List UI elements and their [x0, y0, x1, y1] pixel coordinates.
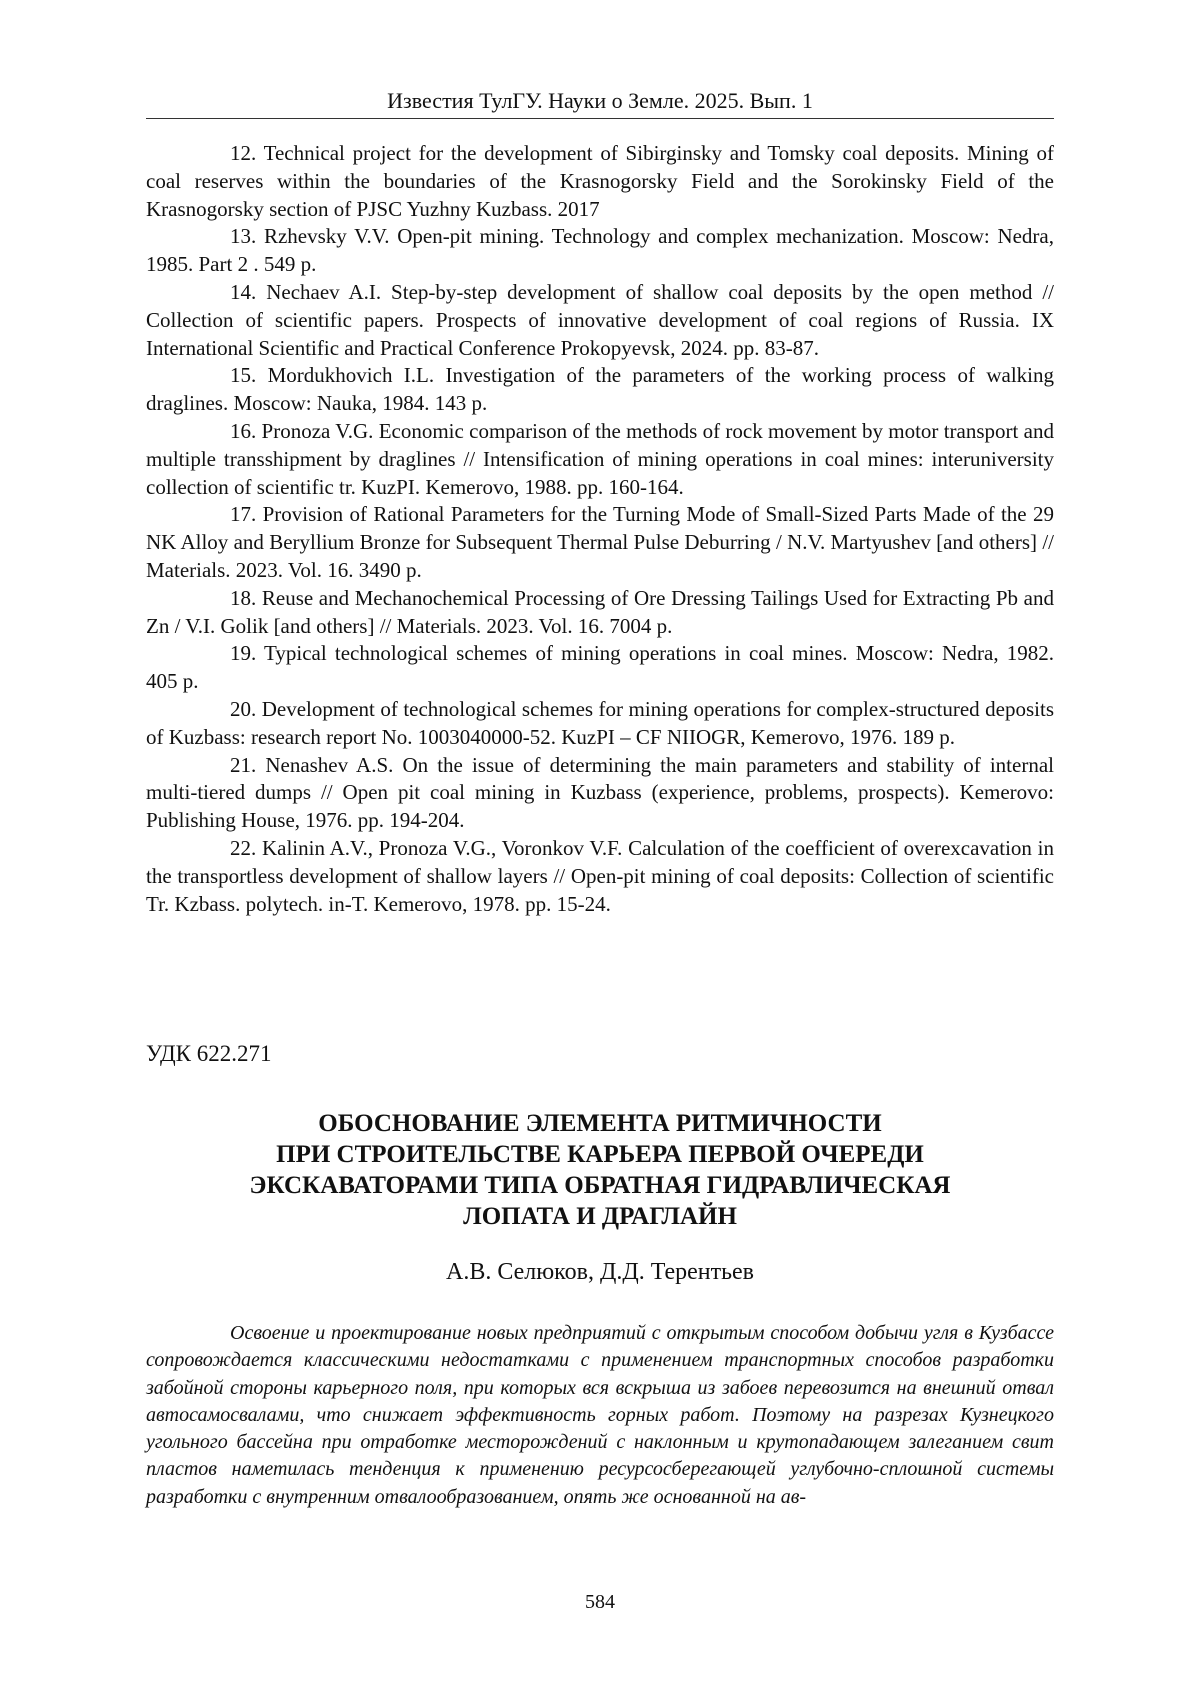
reference-item: 13. Rzhevsky V.V. Open-pit mining. Technology and complex mechanization. Moscow: Nedra, 1985. Part 2 . 549 p.	[146, 224, 1054, 277]
authors: А.В. Селюков, Д.Д. Терентьев	[445, 1259, 755, 1285]
reference-item: 15. Mordukhovich I.L. Investigation of the parameters of the working process of walking draglines. Moscow: Nauka, 1984. 143 p.	[146, 363, 1054, 416]
abstract: Освоение и проектирование новых предприятий с открытым способом добычи угля в Кузбассе сопровождается классическими недостатками с применением транспортных способов разработки забойной стороны карьерного поля, при которых вся вскрыша из забоев перевозится на внешний отвал автосамосвалами, что снижает эффективность горных работ. Поэтому на разрезах Кузнецкого угольного бассейна при отработке месторождений с наклонным и крутопадающем залеганием свит пластов наметилась тенденция к применению ресурсосберегающей углубочно-сплошной системы разработки с внутренним отвалообразованием, опять же основанной на ав-	[146, 1322, 1054, 1508]
reference-list	[146, 140, 1054, 918]
reference-item: 22. Kalinin A.V., Pronoza V.G., Voronkov V.F. Calculation of the coefficient of overexcavation in the transportless development of shallow layers // Open-pit mining of coal deposits: Collection of scientific Tr. Kzbass. polytech. in-T. Kemerovo, 1978. pp. 15-24.	[146, 835, 1054, 916]
reference-item: 12. Technical project for the development of Sibirginsky and Tomsky coal deposits. Mining of coal reserves within the boundaries of the Krasnogorsky Field and the Sorokinsky Field of the Krasnogorsky section of PJSC Yuzhny Kuzbass. 2017	[146, 141, 1054, 221]
reference-item: 14. Nechaev A.I. Step-by-step development of shallow coal deposits by the open method // Collection of scientific papers. Prospects of innovative development of coal regions of Russia. IX International Scientific and Practical Conference Prokopyevsk, 2024. pp. 83-87.	[146, 279, 1054, 360]
title-line: ЛОПАТА И ДРАГЛАЙН	[463, 1203, 737, 1230]
reference-item: 17. Provision of Rational Parameters for the Turning Mode of Small-Sized Parts Made of the 29 NK Alloy and Beryllium Bronze for Subsequent Thermal Pulse Deburring / N.V. Martyushev [and others] // Materials. 2023. Vol. 16. 3490 p.	[146, 502, 1054, 582]
reference-item: 19. Typical technological schemes of mining operations in coal mines. Moscow: Nedra, 1982. 405 p.	[146, 641, 1054, 694]
reference-item: 16. Pronoza V.G. Economic comparison of the methods of rock movement by motor transport and multiple transshipment by draglines // Intensification of mining operations in coal mines: interuniversity collection of scientific tr. KuzPI. Kemerovo, 1988. pp. 160-164.	[146, 418, 1054, 499]
title-line: ЭКСКАВАТОРАМИ ТИПА ОБРАТНАЯ ГИДРАВЛИЧЕСКАЯ	[249, 1172, 951, 1199]
title-line: ПРИ СТРОИТЕЛЬСТВЕ КАРЬЕРА ПЕРВОЙ ОЧЕРЕДИ	[276, 1141, 924, 1168]
udc-code: УДК 622.271	[146, 1041, 272, 1066]
title-line: ОБОСНОВАНИЕ ЭЛЕМЕНТА РИТМИЧНОСТИ	[318, 1110, 882, 1137]
header-divider	[146, 118, 1054, 119]
reference-item: 21. Nenashev A.S. On the issue of determining the main parameters and stability of internal multi-tiered dumps // Open pit coal mining in Kuzbass (experience, problems, prospects). Kemerovo: Publishing House, 1976. pp. 194-204.	[146, 752, 1054, 833]
article-title	[146, 1108, 1054, 1232]
page-number: 584	[585, 1591, 615, 1613]
running-head: Известия ТулГУ. Науки о Земле. 2025. Вып. 1	[387, 88, 813, 113]
reference-item: 18. Reuse and Mechanochemical Processing of Ore Dressing Tailings Used for Extracting Pb and Zn / V.I. Golik [and others] // Materials. 2023. Vol. 16. 7004 p.	[146, 585, 1054, 638]
reference-item: 20. Development of technological schemes for mining operations for complex-structured deposits of Kuzbass: research report No. 1003040000-52. KuzPI – CF NIIOGR, Kemerovo, 1976. 189 p.	[146, 696, 1054, 749]
